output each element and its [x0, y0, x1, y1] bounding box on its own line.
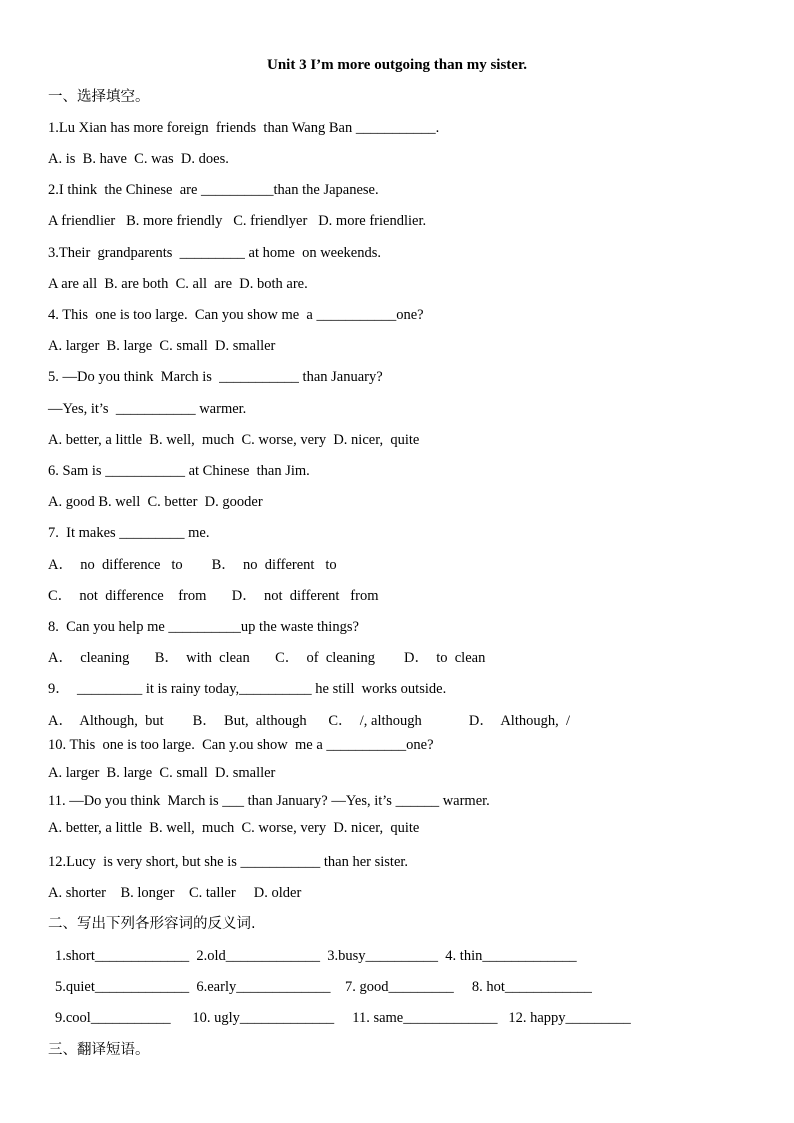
- question-4: 4. This one is too large. Can you show me a ___________one?: [48, 307, 424, 323]
- options-7-ab: A． no difference to B． no different to: [48, 557, 337, 573]
- options-2: A friendlier B. more friendly C. friendlyer D. more friendlier.: [48, 213, 427, 229]
- question-11: 11. —Do you think March is ___ than January? —Yes, it’s ______ warmer.: [48, 793, 490, 809]
- question-3: 3.Their grandparents _________ at home on weekends.: [48, 245, 382, 261]
- question-2: 2.I think the Chinese are __________than the Japanese.: [48, 182, 379, 198]
- question-5: 5. —Do you think March is ___________ than January?: [48, 369, 383, 385]
- antonym-row-3: 9.cool___________ 10. ugly_____________ 11. same_____________ 12. happy_________: [55, 1010, 631, 1026]
- question-10: 10. This one is too large. Can y.ou show me a ___________one?: [48, 737, 434, 753]
- options-4: A. larger B. large C. small D. smaller: [48, 338, 276, 354]
- options-9: A． Although, but B． But, although C． /, although D． Although, /: [48, 713, 571, 729]
- options-5: A. better, a little B. well, much C. worse, very D. nicer, quite: [48, 432, 420, 448]
- page-title: Unit 3 I’m more outgoing than my sister.: [266, 57, 527, 73]
- question-12: 12.Lucy is very short, but she is ___________ than her sister.: [48, 854, 409, 870]
- question-5-reply: —Yes, it’s ___________ warmer.: [48, 401, 247, 417]
- options-1: A. is B. have C. was D. does.: [48, 151, 229, 167]
- question-6: 6. Sam is ___________ at Chinese than Jim.: [48, 463, 310, 479]
- options-8: A． cleaning B． with clean C． of cleaning D． to clean: [48, 650, 486, 666]
- antonym-row-1: 1.short_____________ 2.old_____________ 3.busy__________ 4. thin_____________: [55, 948, 577, 964]
- section2-heading: 二、写出下列各形容词的反义词.: [48, 916, 256, 932]
- options-10: A. larger B. large C. small D. smaller: [48, 765, 276, 781]
- options-12: A. shorter B. longer C. taller D. older: [48, 885, 302, 901]
- options-3: A are all B. are both C. all are D. both are.: [48, 276, 308, 292]
- options-6: A. good B. well C. better D. gooder: [48, 494, 263, 510]
- question-9: 9． _________ it is rainy today,__________ he still works outside.: [48, 681, 447, 697]
- question-7: 7. It makes _________ me.: [48, 525, 210, 541]
- antonym-row-2: 5.quiet_____________ 6.early_____________ 7. good_________ 8. hot____________: [55, 979, 592, 995]
- section1-heading: 一、选择填空。: [48, 89, 150, 105]
- section3-heading: 三、翻译短语。: [48, 1042, 150, 1058]
- question-1: 1.Lu Xian has more foreign friends than Wang Ban ___________.: [48, 120, 440, 136]
- options-7-cd: C． not difference from D． not different from: [48, 588, 379, 604]
- options-11: A. better, a little B. well, much C. worse, very D. nicer, quite: [48, 820, 420, 836]
- question-8: 8. Can you help me __________up the waste things?: [48, 619, 359, 635]
